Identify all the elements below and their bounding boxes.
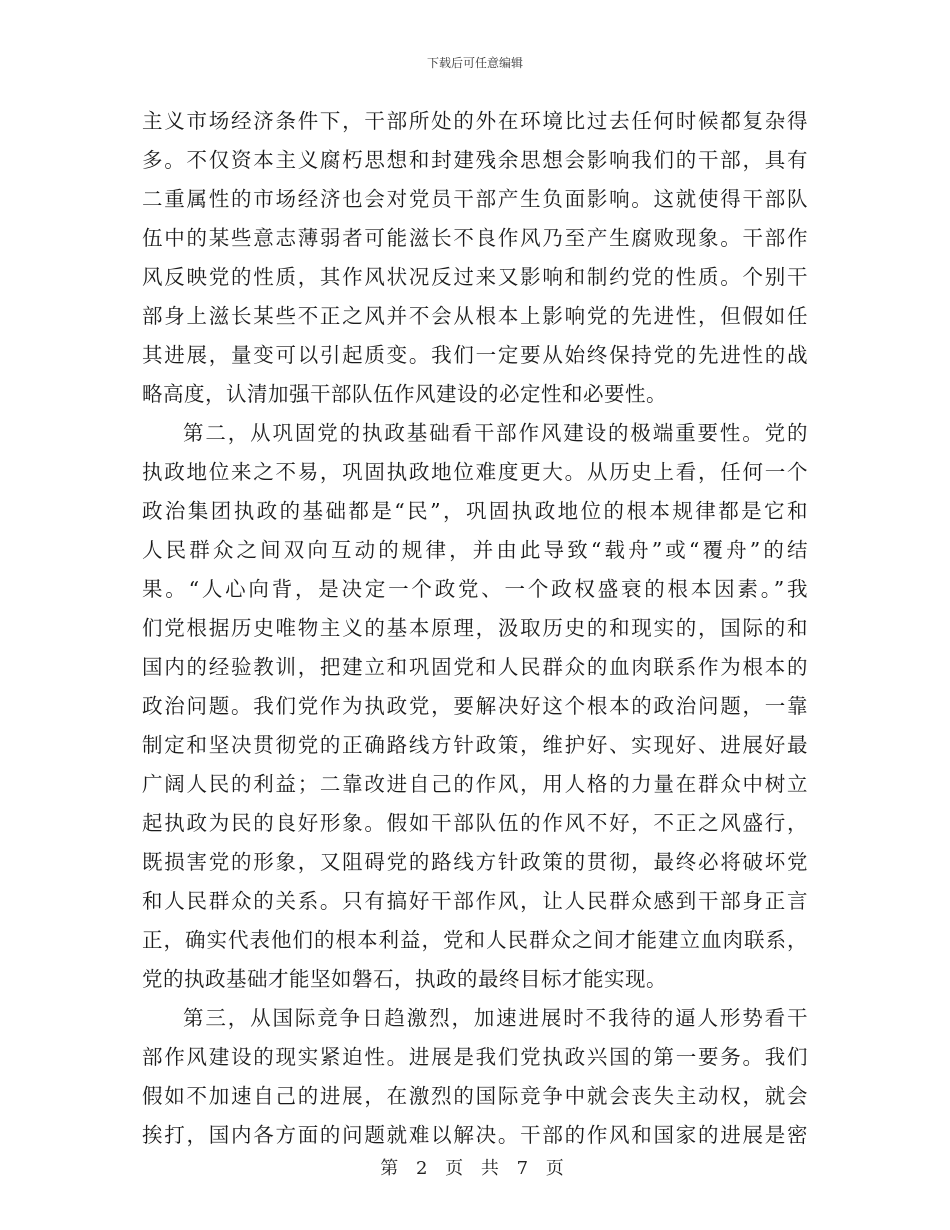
text-line: 政治问题。我们党作为执政党，要解决好这个根本的政治问题，一靠	[142, 694, 808, 718]
paragraph	[142, 102, 808, 414]
text-line: 制定和坚决贯彻党的正确路线方针政策，维护好、实现好、进展好最	[142, 733, 808, 757]
paragraph	[142, 414, 808, 999]
text-line: 正，确实代表他们的根本利益，党和人民群众之间才能建立血肉联系，	[142, 928, 808, 952]
text-line: 起执政为民的良好形象。假如干部队伍的作风不好，不正之风盛行，	[142, 811, 808, 835]
text-line: 部身上滋长某些不正之风并不会从根本上影响党的先进性，但假如任	[142, 304, 808, 328]
page-number: 第 2 页 共 7 页	[380, 1158, 570, 1179]
page-header-note: 下载后可任意编辑	[426, 56, 523, 70]
text-line: 二重属性的市场经济也会对党员干部产生负面影响。这就使得干部队	[142, 187, 808, 211]
text-line: 多。不仅资本主义腐朽思想和封建残余思想会影响我们的干部，具有	[142, 148, 808, 172]
text-line: 执政地位来之不易，巩固执政地位难度更大。从历史上看，任何一个	[142, 460, 808, 484]
text-line: 主义市场经济条件下，干部所处的外在环境比过去任何时候都复杂得	[142, 109, 808, 133]
text-line: 果。“人心向背，是决定一个政党、一个政权盛衰的根本因素。”我	[142, 577, 808, 601]
text-line: 风反映党的性质，其作风状况反过来又影响和制约党的性质。个别干	[142, 265, 808, 289]
text-line: 既损害党的形象，又阻碍党的路线方针政策的贯彻，最终必将破坏党	[142, 850, 808, 874]
text-line: 国内的经验教训，把建立和巩固党和人民群众的血肉联系作为根本的	[142, 655, 808, 679]
text-line: 党的执政基础才能坚如磐石，执政的最终目标才能实现。	[142, 967, 667, 991]
text-line: 假如不加速自己的进展，在激烈的国际竞争中就会丧失主动权，就会	[142, 1084, 808, 1108]
text-line: 广阔人民的利益；二靠改进自己的作风，用人格的力量在群众中树立	[142, 772, 808, 796]
text-line: 政治集团执政的基础都是“民”，巩固执政地位的根本规律都是它和	[142, 499, 808, 523]
text-line: 伍中的某些意志薄弱者可能滋长不良作风乃至产生腐败现象。干部作	[142, 226, 808, 250]
text-line: 挨打，国内各方面的问题就难以解决。干部的作风和国家的进展是密	[142, 1123, 808, 1147]
text-line: 们党根据历史唯物主义的基本原理，汲取历史的和现实的，国际的和	[142, 616, 808, 640]
text-line: 部作风建设的现实紧迫性。进展是我们党执政兴国的第一要务。我们	[142, 1045, 808, 1069]
paragraph	[142, 999, 808, 1155]
text-line: 和人民群众的关系。只有搞好干部作风，让人民群众感到干部身正言	[142, 889, 808, 913]
text-line: 其进展，量变可以引起质变。我们一定要从始终保持党的先进性的战	[142, 343, 808, 367]
text-line: 第二，从巩固党的执政基础看干部作风建设的极端重要性。党的	[183, 421, 808, 445]
text-line: 第三，从国际竞争日趋激烈，加速进展时不我待的逼人形势看干	[183, 1006, 808, 1030]
text-line: 人民群众之间双向互动的规律，并由此导致“载舟”或“覆舟”的结	[142, 538, 808, 562]
document-body	[142, 102, 808, 1155]
text-line: 略高度，认清加强干部队伍作风建设的必定性和必要性。	[142, 382, 667, 406]
